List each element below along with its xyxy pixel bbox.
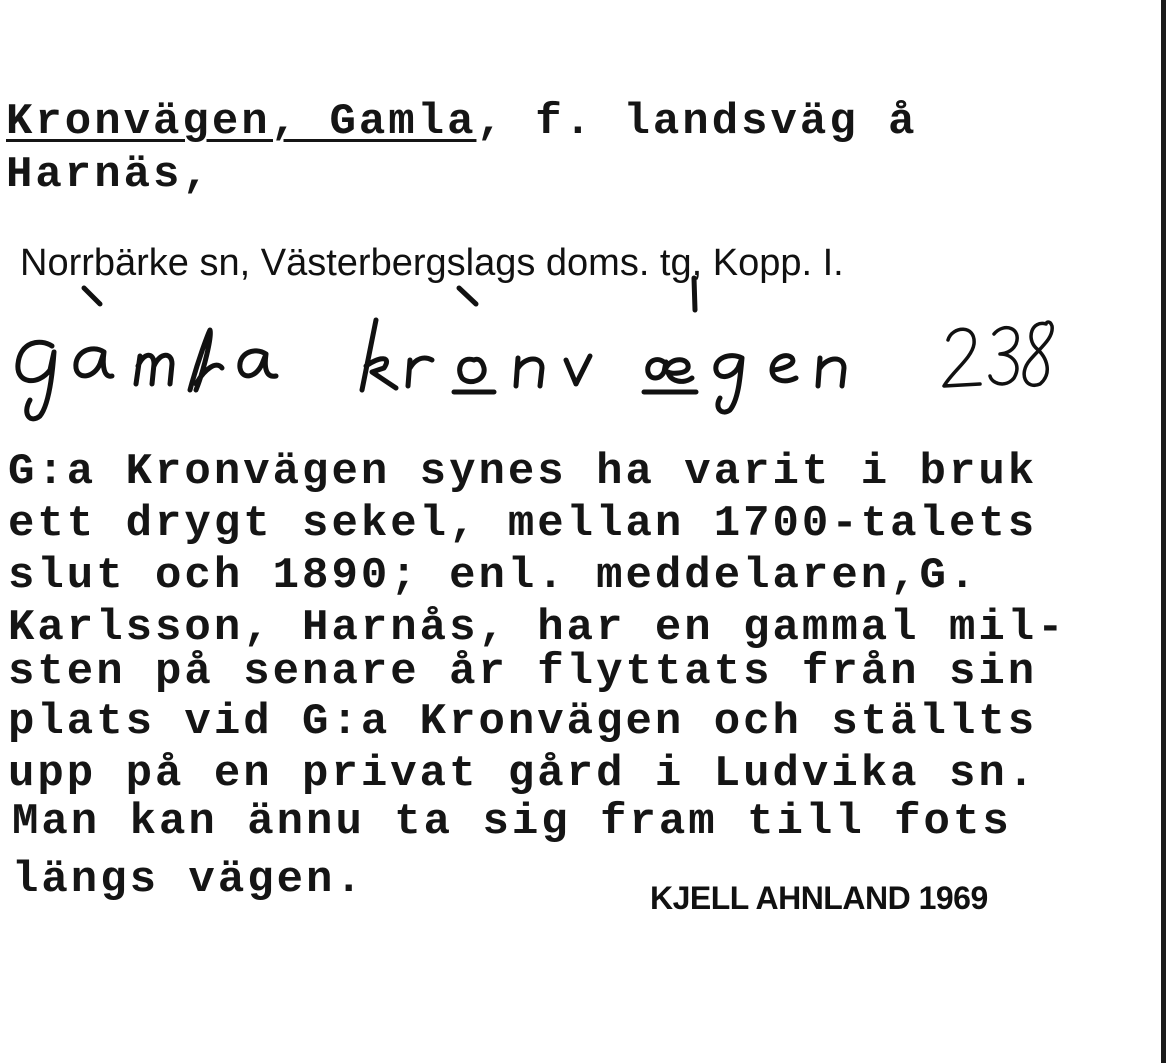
location-line: Norrbärke sn, Västerbergslags doms. tg, Kopp. I.	[20, 242, 844, 284]
closing-line: längs vägen.	[12, 855, 365, 905]
card-edge-line	[1161, 0, 1166, 1063]
signature: KJELL AHNLAND 1969	[650, 880, 988, 916]
body-line: Karlsson, Harnås, har en gammal mil-	[8, 603, 1067, 653]
headword-description: , f. landsväg å	[476, 97, 918, 147]
headword-line	[6, 97, 918, 147]
body-line: ett drygt sekel, mellan 1700-talets	[8, 499, 1038, 549]
headword: Kronvägen, Gamla	[6, 97, 477, 147]
body-line: slut och 1890; enl. meddelaren,G.	[8, 551, 979, 601]
headword-line-2: Harnäs,	[6, 150, 212, 200]
body-line: sten på senare år flyttats från sin	[8, 647, 1038, 697]
handwritten-pronunciation	[0, 260, 1100, 430]
body-line: G:a Kronvägen synes ha varit i bruk	[8, 447, 1038, 497]
body-line: plats vid G:a Kronvägen och ställts	[8, 697, 1038, 747]
closing-line: Man kan ännu ta sig fram till fots	[12, 797, 1012, 847]
body-line: upp på en privat gård i Ludvika sn.	[8, 749, 1038, 799]
